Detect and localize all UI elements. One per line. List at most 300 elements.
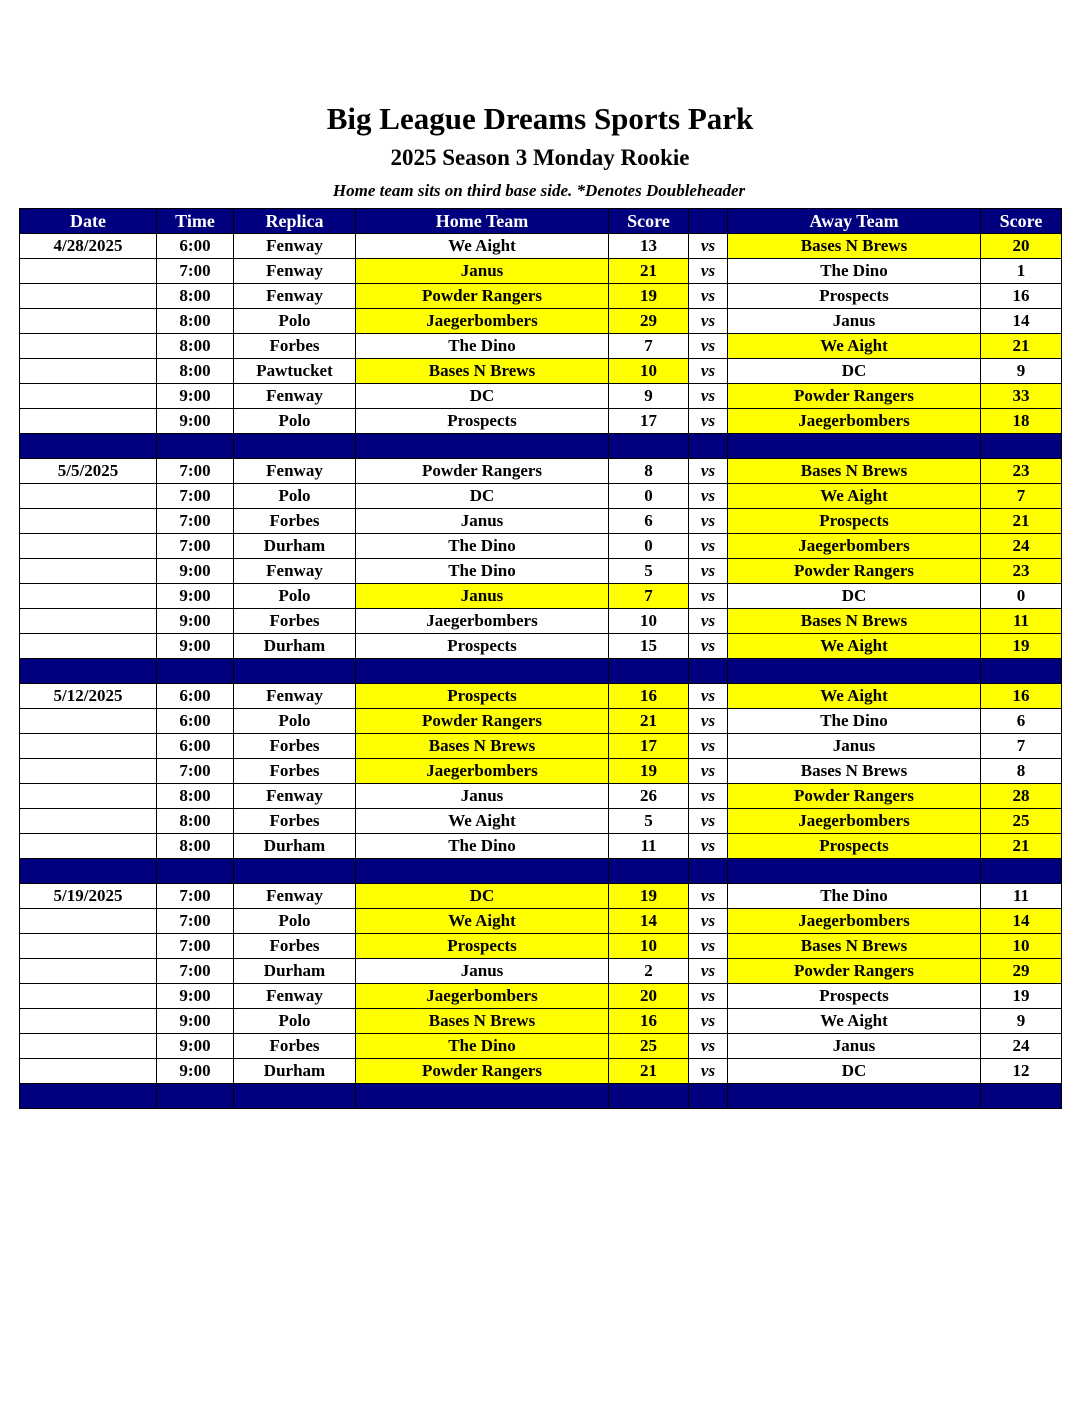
- game-replica: Durham: [234, 834, 356, 859]
- away-score: 12: [981, 1059, 1062, 1084]
- away-team: Bases N Brews: [728, 759, 981, 784]
- game-time: 8:00: [157, 284, 234, 309]
- game-date: [20, 584, 157, 609]
- game-time: 7:00: [157, 959, 234, 984]
- game-date: [20, 609, 157, 634]
- game-row: [20, 809, 1062, 834]
- game-row: [20, 384, 1062, 409]
- away-team: Prospects: [728, 509, 981, 534]
- separator-cell: [157, 659, 234, 684]
- game-row: [20, 534, 1062, 559]
- game-time: 9:00: [157, 409, 234, 434]
- game-date: [20, 309, 157, 334]
- game-replica: Forbes: [234, 734, 356, 759]
- game-replica: Forbes: [234, 934, 356, 959]
- home-score: 20: [609, 984, 689, 1009]
- game-row: [20, 784, 1062, 809]
- vs-label: vs: [689, 759, 728, 784]
- vs-label: vs: [689, 959, 728, 984]
- game-date: [20, 284, 157, 309]
- game-replica: Polo: [234, 1009, 356, 1034]
- home-score: 21: [609, 259, 689, 284]
- away-team: Bases N Brews: [728, 459, 981, 484]
- home-score: 19: [609, 759, 689, 784]
- home-team: We Aight: [356, 234, 609, 259]
- game-time: 9:00: [157, 1009, 234, 1034]
- game-replica: Forbes: [234, 809, 356, 834]
- game-row: [20, 709, 1062, 734]
- game-date: 5/5/2025: [20, 459, 157, 484]
- away-score: 21: [981, 834, 1062, 859]
- vs-label: vs: [689, 559, 728, 584]
- home-team: Prospects: [356, 934, 609, 959]
- separator-cell: [609, 859, 689, 884]
- page-subtitle: 2025 Season 3 Monday Rookie: [390, 145, 690, 170]
- game-replica: Forbes: [234, 334, 356, 359]
- away-score: 25: [981, 809, 1062, 834]
- separator-cell: [20, 434, 157, 459]
- away-team: We Aight: [728, 334, 981, 359]
- away-team: Powder Rangers: [728, 559, 981, 584]
- vs-label: vs: [689, 309, 728, 334]
- game-replica: Fenway: [234, 384, 356, 409]
- game-row: [20, 234, 1062, 259]
- vs-label: vs: [689, 1034, 728, 1059]
- game-date: [20, 709, 157, 734]
- game-date: [20, 334, 157, 359]
- away-team: Powder Rangers: [728, 384, 981, 409]
- home-score: 2: [609, 959, 689, 984]
- separator-cell: [728, 434, 981, 459]
- game-time: 7:00: [157, 259, 234, 284]
- vs-label: vs: [689, 409, 728, 434]
- away-team: We Aight: [728, 1009, 981, 1034]
- game-replica: Fenway: [234, 284, 356, 309]
- game-time: 8:00: [157, 309, 234, 334]
- game-row: [20, 934, 1062, 959]
- game-replica: Forbes: [234, 509, 356, 534]
- vs-label: vs: [689, 1059, 728, 1084]
- separator-cell: [356, 859, 609, 884]
- home-team: Prospects: [356, 634, 609, 659]
- away-score: 28: [981, 784, 1062, 809]
- vs-label: vs: [689, 1009, 728, 1034]
- away-score: 19: [981, 984, 1062, 1009]
- separator-cell: [234, 659, 356, 684]
- game-time: 9:00: [157, 634, 234, 659]
- game-date: [20, 809, 157, 834]
- away-team: We Aight: [728, 684, 981, 709]
- home-score: 25: [609, 1034, 689, 1059]
- home-score: 8: [609, 459, 689, 484]
- game-replica: Durham: [234, 534, 356, 559]
- game-time: 9:00: [157, 609, 234, 634]
- separator-cell: [728, 659, 981, 684]
- away-score: 23: [981, 459, 1062, 484]
- vs-label: vs: [689, 509, 728, 534]
- away-team: The Dino: [728, 259, 981, 284]
- col-away-score-header: Score: [981, 209, 1062, 234]
- game-row: [20, 309, 1062, 334]
- week-separator-row: [20, 659, 1062, 684]
- game-time: 8:00: [157, 334, 234, 359]
- home-score: 10: [609, 359, 689, 384]
- game-row: [20, 484, 1062, 509]
- game-date: 5/19/2025: [20, 884, 157, 909]
- away-score: 1: [981, 259, 1062, 284]
- home-team: We Aight: [356, 909, 609, 934]
- separator-cell: [609, 659, 689, 684]
- game-replica: Polo: [234, 309, 356, 334]
- home-score: 16: [609, 684, 689, 709]
- game-date: [20, 559, 157, 584]
- week-separator-row: [20, 434, 1062, 459]
- away-team: Powder Rangers: [728, 959, 981, 984]
- vs-label: vs: [689, 709, 728, 734]
- away-team: Powder Rangers: [728, 784, 981, 809]
- game-row: [20, 584, 1062, 609]
- away-team: Prospects: [728, 284, 981, 309]
- vs-label: vs: [689, 634, 728, 659]
- away-team: The Dino: [728, 709, 981, 734]
- home-team: Janus: [356, 509, 609, 534]
- page-title: Big League Dreams Sports Park: [326, 101, 754, 136]
- home-score: 21: [609, 1059, 689, 1084]
- home-team: Janus: [356, 259, 609, 284]
- game-time: 9:00: [157, 384, 234, 409]
- away-score: 7: [981, 484, 1062, 509]
- home-team: Powder Rangers: [356, 709, 609, 734]
- game-date: [20, 634, 157, 659]
- game-replica: Fenway: [234, 984, 356, 1009]
- game-time: 7:00: [157, 509, 234, 534]
- away-team: Jaegerbombers: [728, 409, 981, 434]
- home-team: The Dino: [356, 334, 609, 359]
- away-score: 16: [981, 684, 1062, 709]
- game-row: [20, 1034, 1062, 1059]
- vs-label: vs: [689, 234, 728, 259]
- game-replica: Durham: [234, 634, 356, 659]
- game-replica: Pawtucket: [234, 359, 356, 384]
- game-date: [20, 359, 157, 384]
- separator-cell: [689, 1084, 728, 1109]
- away-score: 23: [981, 559, 1062, 584]
- game-row: [20, 734, 1062, 759]
- game-row: [20, 509, 1062, 534]
- home-score: 5: [609, 809, 689, 834]
- away-team: DC: [728, 359, 981, 384]
- separator-cell: [981, 859, 1062, 884]
- separator-cell: [728, 859, 981, 884]
- away-team: Bases N Brews: [728, 934, 981, 959]
- away-score: 14: [981, 309, 1062, 334]
- game-row: [20, 259, 1062, 284]
- game-time: 9:00: [157, 559, 234, 584]
- game-replica: Polo: [234, 484, 356, 509]
- game-time: 9:00: [157, 1034, 234, 1059]
- home-score: 14: [609, 909, 689, 934]
- separator-cell: [689, 659, 728, 684]
- game-replica: Fenway: [234, 559, 356, 584]
- game-date: [20, 259, 157, 284]
- vs-label: vs: [689, 284, 728, 309]
- home-team: DC: [356, 384, 609, 409]
- game-time: 8:00: [157, 834, 234, 859]
- away-team: We Aight: [728, 634, 981, 659]
- separator-cell: [234, 1084, 356, 1109]
- game-row: [20, 284, 1062, 309]
- game-replica: Forbes: [234, 759, 356, 784]
- away-team: Janus: [728, 1034, 981, 1059]
- game-date: [20, 509, 157, 534]
- game-date: [20, 534, 157, 559]
- vs-label: vs: [689, 534, 728, 559]
- separator-cell: [689, 434, 728, 459]
- away-score: 29: [981, 959, 1062, 984]
- home-score: 21: [609, 709, 689, 734]
- away-score: 11: [981, 609, 1062, 634]
- separator-cell: [356, 1084, 609, 1109]
- game-date: 4/28/2025: [20, 234, 157, 259]
- vs-label: vs: [689, 384, 728, 409]
- game-row: [20, 459, 1062, 484]
- vs-label: vs: [689, 259, 728, 284]
- home-score: 10: [609, 934, 689, 959]
- home-score: 7: [609, 334, 689, 359]
- away-score: 24: [981, 1034, 1062, 1059]
- col-date-header: Date: [20, 209, 157, 234]
- away-team: Prospects: [728, 834, 981, 859]
- game-time: 7:00: [157, 884, 234, 909]
- home-team: Jaegerbombers: [356, 309, 609, 334]
- vs-label: vs: [689, 584, 728, 609]
- game-time: 9:00: [157, 984, 234, 1009]
- game-date: [20, 409, 157, 434]
- home-team: Jaegerbombers: [356, 759, 609, 784]
- game-date: [20, 909, 157, 934]
- schedule-note: Home team sits on third base side. *Denotes Doubleheader: [332, 181, 746, 200]
- game-date: [20, 734, 157, 759]
- away-team: Bases N Brews: [728, 234, 981, 259]
- col-away-team-header: Away Team: [728, 209, 981, 234]
- separator-cell: [689, 859, 728, 884]
- home-team: The Dino: [356, 834, 609, 859]
- vs-label: vs: [689, 359, 728, 384]
- home-score: 13: [609, 234, 689, 259]
- game-time: 7:00: [157, 534, 234, 559]
- vs-label: vs: [689, 784, 728, 809]
- home-score: 17: [609, 409, 689, 434]
- game-row: [20, 609, 1062, 634]
- game-replica: Fenway: [234, 459, 356, 484]
- game-time: 8:00: [157, 359, 234, 384]
- game-time: 9:00: [157, 584, 234, 609]
- away-team: The Dino: [728, 884, 981, 909]
- game-date: [20, 984, 157, 1009]
- separator-cell: [356, 659, 609, 684]
- game-replica: Fenway: [234, 259, 356, 284]
- away-team: Janus: [728, 309, 981, 334]
- away-score: 18: [981, 409, 1062, 434]
- game-row: [20, 759, 1062, 784]
- game-row: [20, 1009, 1062, 1034]
- game-replica: Durham: [234, 1059, 356, 1084]
- home-team: Janus: [356, 584, 609, 609]
- home-team: Janus: [356, 959, 609, 984]
- game-row: [20, 409, 1062, 434]
- away-score: 6: [981, 709, 1062, 734]
- home-score: 16: [609, 1009, 689, 1034]
- away-score: 24: [981, 534, 1062, 559]
- home-score: 10: [609, 609, 689, 634]
- away-score: 7: [981, 734, 1062, 759]
- vs-label: vs: [689, 984, 728, 1009]
- home-team: Jaegerbombers: [356, 609, 609, 634]
- home-team: The Dino: [356, 534, 609, 559]
- separator-cell: [356, 434, 609, 459]
- game-date: [20, 959, 157, 984]
- game-date: [20, 484, 157, 509]
- game-row: [20, 684, 1062, 709]
- game-date: [20, 784, 157, 809]
- game-date: [20, 1059, 157, 1084]
- game-time: 7:00: [157, 759, 234, 784]
- home-score: 6: [609, 509, 689, 534]
- vs-label: vs: [689, 909, 728, 934]
- vs-label: vs: [689, 684, 728, 709]
- home-team: The Dino: [356, 1034, 609, 1059]
- vs-label: vs: [689, 609, 728, 634]
- game-row: [20, 959, 1062, 984]
- game-date: [20, 934, 157, 959]
- game-replica: Durham: [234, 959, 356, 984]
- vs-label: vs: [689, 884, 728, 909]
- col-vs-header: [689, 209, 728, 234]
- home-score: 11: [609, 834, 689, 859]
- away-team: Jaegerbombers: [728, 534, 981, 559]
- home-team: Prospects: [356, 684, 609, 709]
- separator-cell: [157, 434, 234, 459]
- home-score: 26: [609, 784, 689, 809]
- home-score: 17: [609, 734, 689, 759]
- separator-cell: [157, 859, 234, 884]
- home-score: 19: [609, 284, 689, 309]
- away-team: We Aight: [728, 484, 981, 509]
- away-team: Jaegerbombers: [728, 809, 981, 834]
- home-team: The Dino: [356, 559, 609, 584]
- separator-cell: [234, 859, 356, 884]
- separator-cell: [20, 859, 157, 884]
- home-score: 5: [609, 559, 689, 584]
- away-score: 0: [981, 584, 1062, 609]
- game-row: [20, 634, 1062, 659]
- game-row: [20, 559, 1062, 584]
- away-score: 16: [981, 284, 1062, 309]
- away-score: 21: [981, 334, 1062, 359]
- separator-cell: [981, 659, 1062, 684]
- separator-cell: [981, 434, 1062, 459]
- game-row: [20, 884, 1062, 909]
- home-team: DC: [356, 884, 609, 909]
- game-time: 6:00: [157, 709, 234, 734]
- game-replica: Forbes: [234, 609, 356, 634]
- away-team: Bases N Brews: [728, 609, 981, 634]
- col-time-header: Time: [157, 209, 234, 234]
- home-score: 29: [609, 309, 689, 334]
- game-replica: Forbes: [234, 1034, 356, 1059]
- away-team: Jaegerbombers: [728, 909, 981, 934]
- home-team: Powder Rangers: [356, 1059, 609, 1084]
- game-date: [20, 834, 157, 859]
- home-team: Prospects: [356, 409, 609, 434]
- game-date: [20, 1009, 157, 1034]
- away-score: 11: [981, 884, 1062, 909]
- separator-cell: [981, 1084, 1062, 1109]
- separator-cell: [234, 434, 356, 459]
- game-replica: Fenway: [234, 884, 356, 909]
- home-team: Powder Rangers: [356, 459, 609, 484]
- game-time: 6:00: [157, 684, 234, 709]
- vs-label: vs: [689, 484, 728, 509]
- away-score: 10: [981, 934, 1062, 959]
- vs-label: vs: [689, 459, 728, 484]
- game-date: [20, 1034, 157, 1059]
- game-replica: Fenway: [234, 684, 356, 709]
- home-score: 15: [609, 634, 689, 659]
- game-date: [20, 384, 157, 409]
- game-row: [20, 834, 1062, 859]
- vs-label: vs: [689, 934, 728, 959]
- game-time: 8:00: [157, 784, 234, 809]
- game-replica: Fenway: [234, 234, 356, 259]
- game-row: [20, 359, 1062, 384]
- separator-cell: [20, 659, 157, 684]
- away-score: 20: [981, 234, 1062, 259]
- away-score: 19: [981, 634, 1062, 659]
- game-time: 8:00: [157, 809, 234, 834]
- game-time: 7:00: [157, 484, 234, 509]
- separator-cell: [157, 1084, 234, 1109]
- home-score: 7: [609, 584, 689, 609]
- schedule-table: [19, 208, 1062, 1109]
- game-time: 7:00: [157, 934, 234, 959]
- home-score: 9: [609, 384, 689, 409]
- game-time: 7:00: [157, 909, 234, 934]
- separator-cell: [609, 434, 689, 459]
- header-row: [20, 209, 1062, 234]
- game-row: [20, 334, 1062, 359]
- away-team: Prospects: [728, 984, 981, 1009]
- game-replica: Polo: [234, 909, 356, 934]
- game-replica: Polo: [234, 709, 356, 734]
- away-team: Janus: [728, 734, 981, 759]
- game-replica: Polo: [234, 409, 356, 434]
- separator-cell: [20, 1084, 157, 1109]
- game-row: [20, 1059, 1062, 1084]
- home-team: Powder Rangers: [356, 284, 609, 309]
- home-team: Bases N Brews: [356, 359, 609, 384]
- game-time: 6:00: [157, 234, 234, 259]
- away-score: 8: [981, 759, 1062, 784]
- week-separator-row: [20, 859, 1062, 884]
- col-home-team-header: Home Team: [356, 209, 609, 234]
- vs-label: vs: [689, 834, 728, 859]
- vs-label: vs: [689, 734, 728, 759]
- home-score: 0: [609, 534, 689, 559]
- home-team: Janus: [356, 784, 609, 809]
- game-row: [20, 909, 1062, 934]
- separator-cell: [728, 1084, 981, 1109]
